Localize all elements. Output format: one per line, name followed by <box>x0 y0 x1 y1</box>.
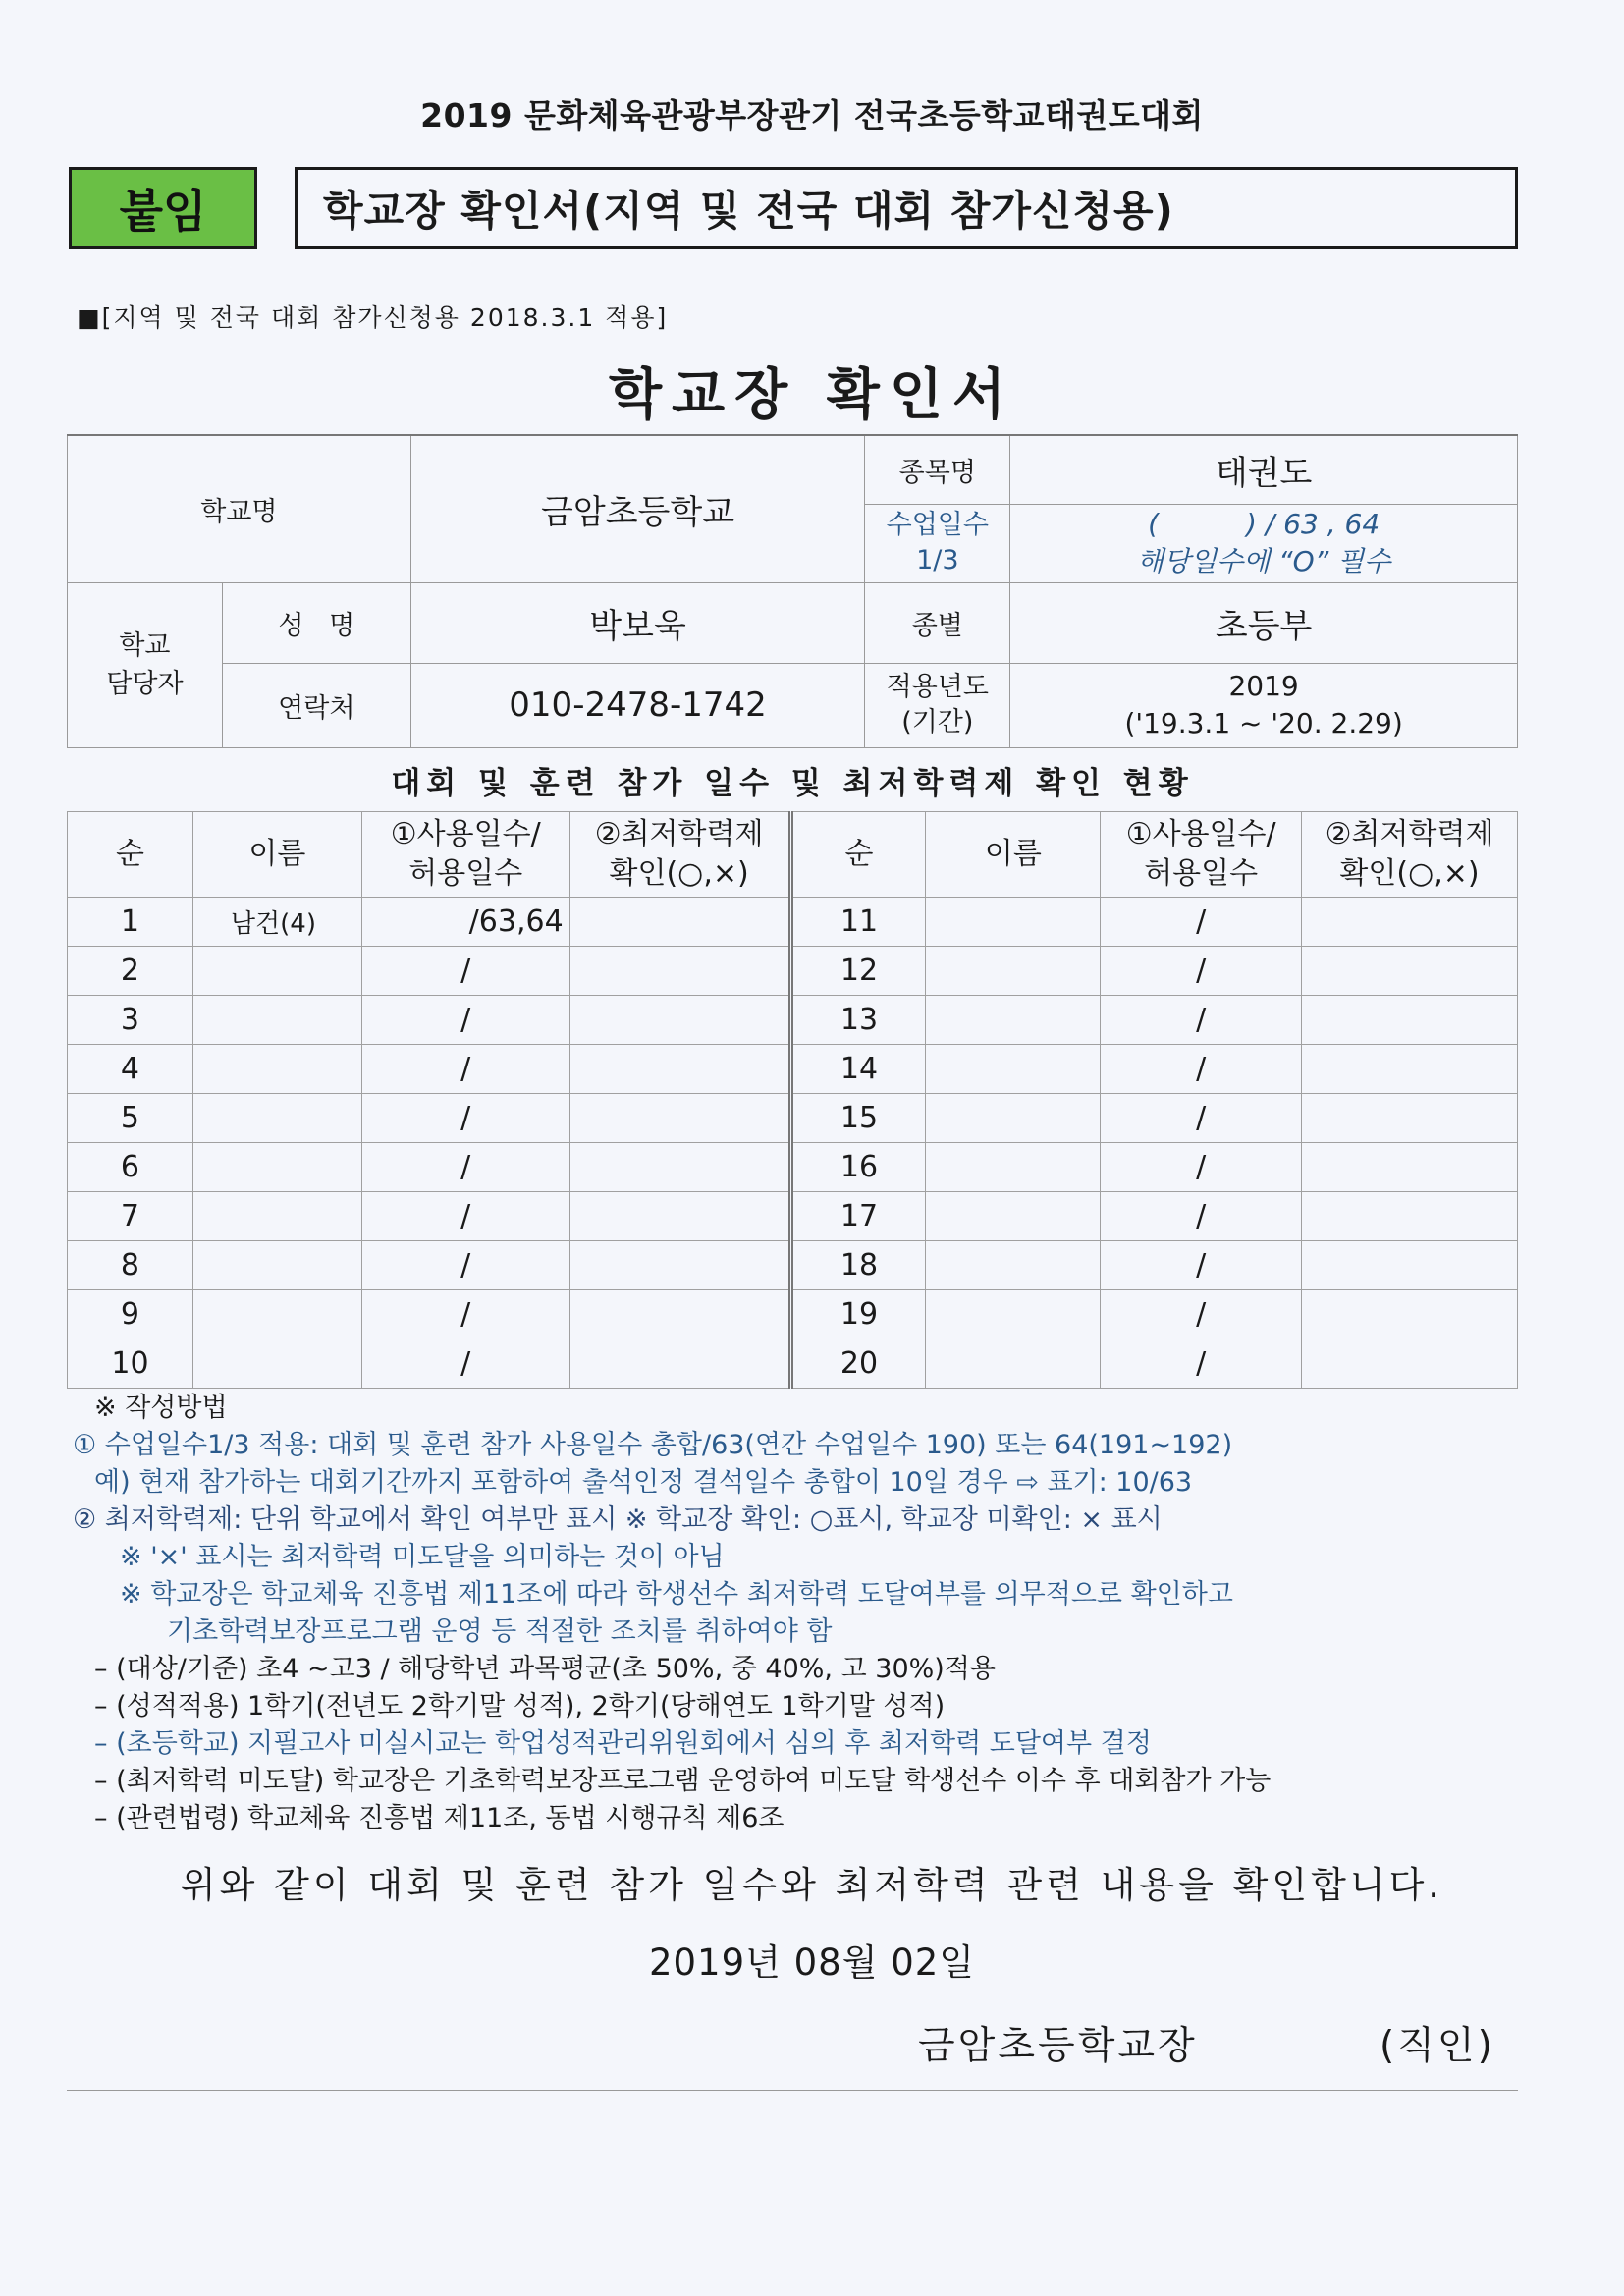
instruction-line: ① 수업일수1/3 적용: 대회 및 훈련 참가 사용일수 총합/63(연간 수업일수 190) 또는 64(191~192) <box>73 1430 1233 1460</box>
sport-label: 종목명 <box>865 435 1010 504</box>
header-check-line1: ②최저학력제 <box>594 816 764 851</box>
row-check-right <box>1302 1290 1518 1339</box>
class-days-label-line2: 1/3 <box>916 545 959 575</box>
row-check <box>569 1045 790 1094</box>
row-days: / <box>361 1241 569 1290</box>
row-days: / <box>361 1339 569 1389</box>
manager-label-line1: 학교 <box>119 629 171 661</box>
attachment-tag: 붙임 <box>69 167 257 249</box>
instruction-line: ※ '×' 표시는 최저학력 미도달을 의미하는 것이 아님 <box>120 1542 725 1572</box>
row-days-right: / <box>1101 1094 1302 1143</box>
header-check-line2: 확인(○,×) <box>609 856 749 891</box>
row-no: 7 <box>68 1192 193 1241</box>
instruction-line: – (초등학교) 지필고사 미실시교는 학업성적관리위원회에서 심의 후 최저학력 도달여부 결정 <box>94 1728 1152 1759</box>
row-no: 5 <box>68 1094 193 1143</box>
row-check-right <box>1302 947 1518 996</box>
row-name-right <box>926 1241 1101 1290</box>
row-name <box>192 1143 361 1192</box>
header-check-right <box>1302 812 1518 898</box>
event-title: 2019 문화체육관광부장관기 전국초등학교태권도대회 <box>420 96 1204 135</box>
division-label: 종별 <box>865 582 1010 663</box>
name-label: 성 명 <box>222 582 410 663</box>
class-days-value-line1: ( ) / 63 , 64 <box>1148 508 1380 541</box>
row-no-right: 11 <box>790 898 926 947</box>
table-row <box>68 1290 1518 1339</box>
table-row <box>68 1192 1518 1241</box>
header-days-line2: 허용일수 <box>408 856 523 891</box>
instruction-line: – (대상/기준) 초4 ~고3 / 해당학년 과목평균(초 50%, 중 40%, 고 30%)적용 <box>94 1654 996 1684</box>
row-name-right <box>926 1192 1101 1241</box>
row-days-right: / <box>1101 898 1302 947</box>
row-check <box>569 1339 790 1389</box>
year-value <box>1010 663 1518 747</box>
row-no-right: 15 <box>790 1094 926 1143</box>
issue-date: 2019년 08월 02일 <box>648 1941 976 1984</box>
confirmation-statement: 위와 같이 대회 및 훈련 참가 일수와 최저학력 관련 내용을 확인합니다. <box>180 1864 1444 1906</box>
row-days-right: / <box>1101 1045 1302 1094</box>
header-check-right-line1: ②최저학력제 <box>1325 816 1494 851</box>
manager-name-value: 박보욱 <box>410 582 865 663</box>
writing-instructions <box>73 1390 1526 1837</box>
row-days-right: / <box>1101 1290 1302 1339</box>
school-name-value: 금암초등학교 <box>410 435 865 582</box>
row-name-right <box>926 1094 1101 1143</box>
row-days: / <box>361 1290 569 1339</box>
class-days-label <box>865 504 1010 582</box>
table-row <box>68 1045 1518 1094</box>
row-check <box>569 996 790 1045</box>
table-row <box>68 1339 1518 1389</box>
row-check-right <box>1302 996 1518 1045</box>
instruction-line: 예) 현재 참가하는 대회기간까지 포함하여 출석인정 결석일수 총합이 10일 경우 ⇨ 표기: 10/63 <box>94 1467 1193 1498</box>
header-check <box>569 812 790 898</box>
row-check <box>569 1290 790 1339</box>
official-seal-label: (직인) <box>1380 2024 1495 2068</box>
table-row <box>68 947 1518 996</box>
row-name-right <box>926 1143 1101 1192</box>
instruction-line: – (성적적용) 1학기(전년도 2학기말 성적), 2학기(당해연도 1학기말 성적) <box>94 1691 946 1722</box>
row-check <box>569 898 790 947</box>
row-name <box>192 1290 361 1339</box>
row-name-right <box>926 1045 1101 1094</box>
row-name <box>192 1045 361 1094</box>
header-days <box>361 812 569 898</box>
row-days: /63,64 <box>361 898 569 947</box>
class-days-label-line1: 수업일수 <box>886 509 989 540</box>
row-check <box>569 1192 790 1241</box>
row-name <box>192 1339 361 1389</box>
document-heading-box: 학교장 확인서(지역 및 전국 대회 참가신청용) <box>295 167 1518 249</box>
division-value: 초등부 <box>1010 582 1518 663</box>
header-days-right <box>1101 812 1302 898</box>
instruction-line: 기초학력보장프로그램 운영 등 적절한 조치를 취하여야 함 <box>167 1616 833 1647</box>
school-name-label: 학교명 <box>68 435 411 582</box>
year-value-line2: ('19.3.1 ~ '20. 2.29) <box>1124 707 1403 739</box>
row-no: 6 <box>68 1143 193 1192</box>
row-days: / <box>361 1045 569 1094</box>
class-days-value <box>1010 504 1518 582</box>
instruction-line: ② 최저학력제: 단위 학교에서 확인 여부만 표시 ※ 학교장 확인: ○표시, 학교장 미확인: × 표시 <box>73 1504 1163 1535</box>
table-row <box>68 1094 1518 1143</box>
row-days-right: / <box>1101 1339 1302 1389</box>
table-row <box>68 898 1518 947</box>
year-value-line1: 2019 <box>1228 670 1299 703</box>
row-name-right <box>926 1339 1101 1389</box>
row-check-right <box>1302 1241 1518 1290</box>
row-no: 4 <box>68 1045 193 1094</box>
row-name-right <box>926 996 1101 1045</box>
bottom-divider <box>67 2090 1518 2091</box>
contact-label: 연락처 <box>222 663 410 747</box>
row-check <box>569 947 790 996</box>
row-check-right <box>1302 1339 1518 1389</box>
row-no: 2 <box>68 947 193 996</box>
header-days-line1: ①사용일수/ <box>390 816 541 851</box>
row-check-right <box>1302 1192 1518 1241</box>
form-version-note: ■[지역 및 전국 대회 참가신청용 2018.3.1 적용] <box>77 303 669 332</box>
row-no: 8 <box>68 1241 193 1290</box>
year-label <box>865 663 1010 747</box>
row-check <box>569 1143 790 1192</box>
table-header-row <box>68 812 1518 898</box>
row-check-right <box>1302 898 1518 947</box>
table-row <box>68 1143 1518 1192</box>
row-days-right: / <box>1101 1143 1302 1192</box>
row-no: 1 <box>68 898 193 947</box>
instruction-line: ※ 학교장은 학교체육 진흥법 제11조에 따라 학생선수 최저학력 도달여부를 의무적으로 확인하고 <box>120 1579 1233 1610</box>
row-name-right <box>926 1290 1101 1339</box>
row-check <box>569 1094 790 1143</box>
row-name <box>192 1192 361 1241</box>
principal-signature: 금암초등학교장 <box>918 2024 1198 2068</box>
row-name <box>192 1094 361 1143</box>
row-name-right <box>926 947 1101 996</box>
row-no-right: 17 <box>790 1192 926 1241</box>
row-days: / <box>361 1143 569 1192</box>
participation-table <box>67 811 1518 1389</box>
document-title: 학교장 확인서 <box>608 363 1016 427</box>
row-name <box>192 1241 361 1290</box>
row-no-right: 16 <box>790 1143 926 1192</box>
row-no-right: 20 <box>790 1339 926 1389</box>
row-days: / <box>361 947 569 996</box>
header-name: 이름 <box>192 812 361 898</box>
row-days-right: / <box>1101 1192 1302 1241</box>
row-check-right <box>1302 1094 1518 1143</box>
header-days-right-line1: ①사용일수/ <box>1125 816 1276 851</box>
row-name-right <box>926 898 1101 947</box>
year-label-line2: (기간) <box>901 707 974 738</box>
row-check-right <box>1302 1143 1518 1192</box>
row-no-right: 19 <box>790 1290 926 1339</box>
row-no: 9 <box>68 1290 193 1339</box>
row-no-right: 13 <box>790 996 926 1045</box>
row-no-right: 18 <box>790 1241 926 1290</box>
table-row <box>68 996 1518 1045</box>
manager-label-line2: 담당자 <box>106 669 184 699</box>
header-name-right: 이름 <box>926 812 1101 898</box>
section-title: 대회 및 훈련 참가 일수 및 최저학력제 확인 현황 <box>391 765 1194 801</box>
row-no-right: 12 <box>790 947 926 996</box>
sport-value: 태권도 <box>1010 435 1518 504</box>
instruction-line: – (최저학력 미도달) 학교장은 기초학력보장프로그램 운영하여 미도달 학생선수 이수 후 대회참가 가능 <box>94 1766 1272 1796</box>
row-name <box>192 947 361 996</box>
row-days-right: / <box>1101 947 1302 996</box>
row-days-right: / <box>1101 1241 1302 1290</box>
row-name <box>192 996 361 1045</box>
row-no: 3 <box>68 996 193 1045</box>
row-no-right: 14 <box>790 1045 926 1094</box>
year-label-line1: 적용년도 <box>886 671 989 702</box>
manager-label <box>68 582 223 747</box>
class-days-value-line2: 해당일수에 “O” 필수 <box>1137 545 1391 577</box>
instruction-line: ※ 작성방법 <box>94 1393 228 1423</box>
row-no: 10 <box>68 1339 193 1389</box>
row-check-right <box>1302 1045 1518 1094</box>
header-no-right: 순 <box>790 812 926 898</box>
row-days: / <box>361 1192 569 1241</box>
header-check-right-line2: 확인(○,×) <box>1339 856 1480 891</box>
contact-value: 010-2478-1742 <box>410 663 865 747</box>
instruction-line: – (관련법령) 학교체육 진흥법 제11조, 동법 시행규칙 제6조 <box>94 1803 785 1833</box>
row-days: / <box>361 996 569 1045</box>
school-info-table <box>67 434 1518 748</box>
row-days: / <box>361 1094 569 1143</box>
table-row <box>68 1241 1518 1290</box>
row-name: 남건(4) <box>192 898 361 947</box>
row-check <box>569 1241 790 1290</box>
header-no: 순 <box>68 812 193 898</box>
header-days-right-line2: 허용일수 <box>1144 856 1259 891</box>
row-days-right: / <box>1101 996 1302 1045</box>
